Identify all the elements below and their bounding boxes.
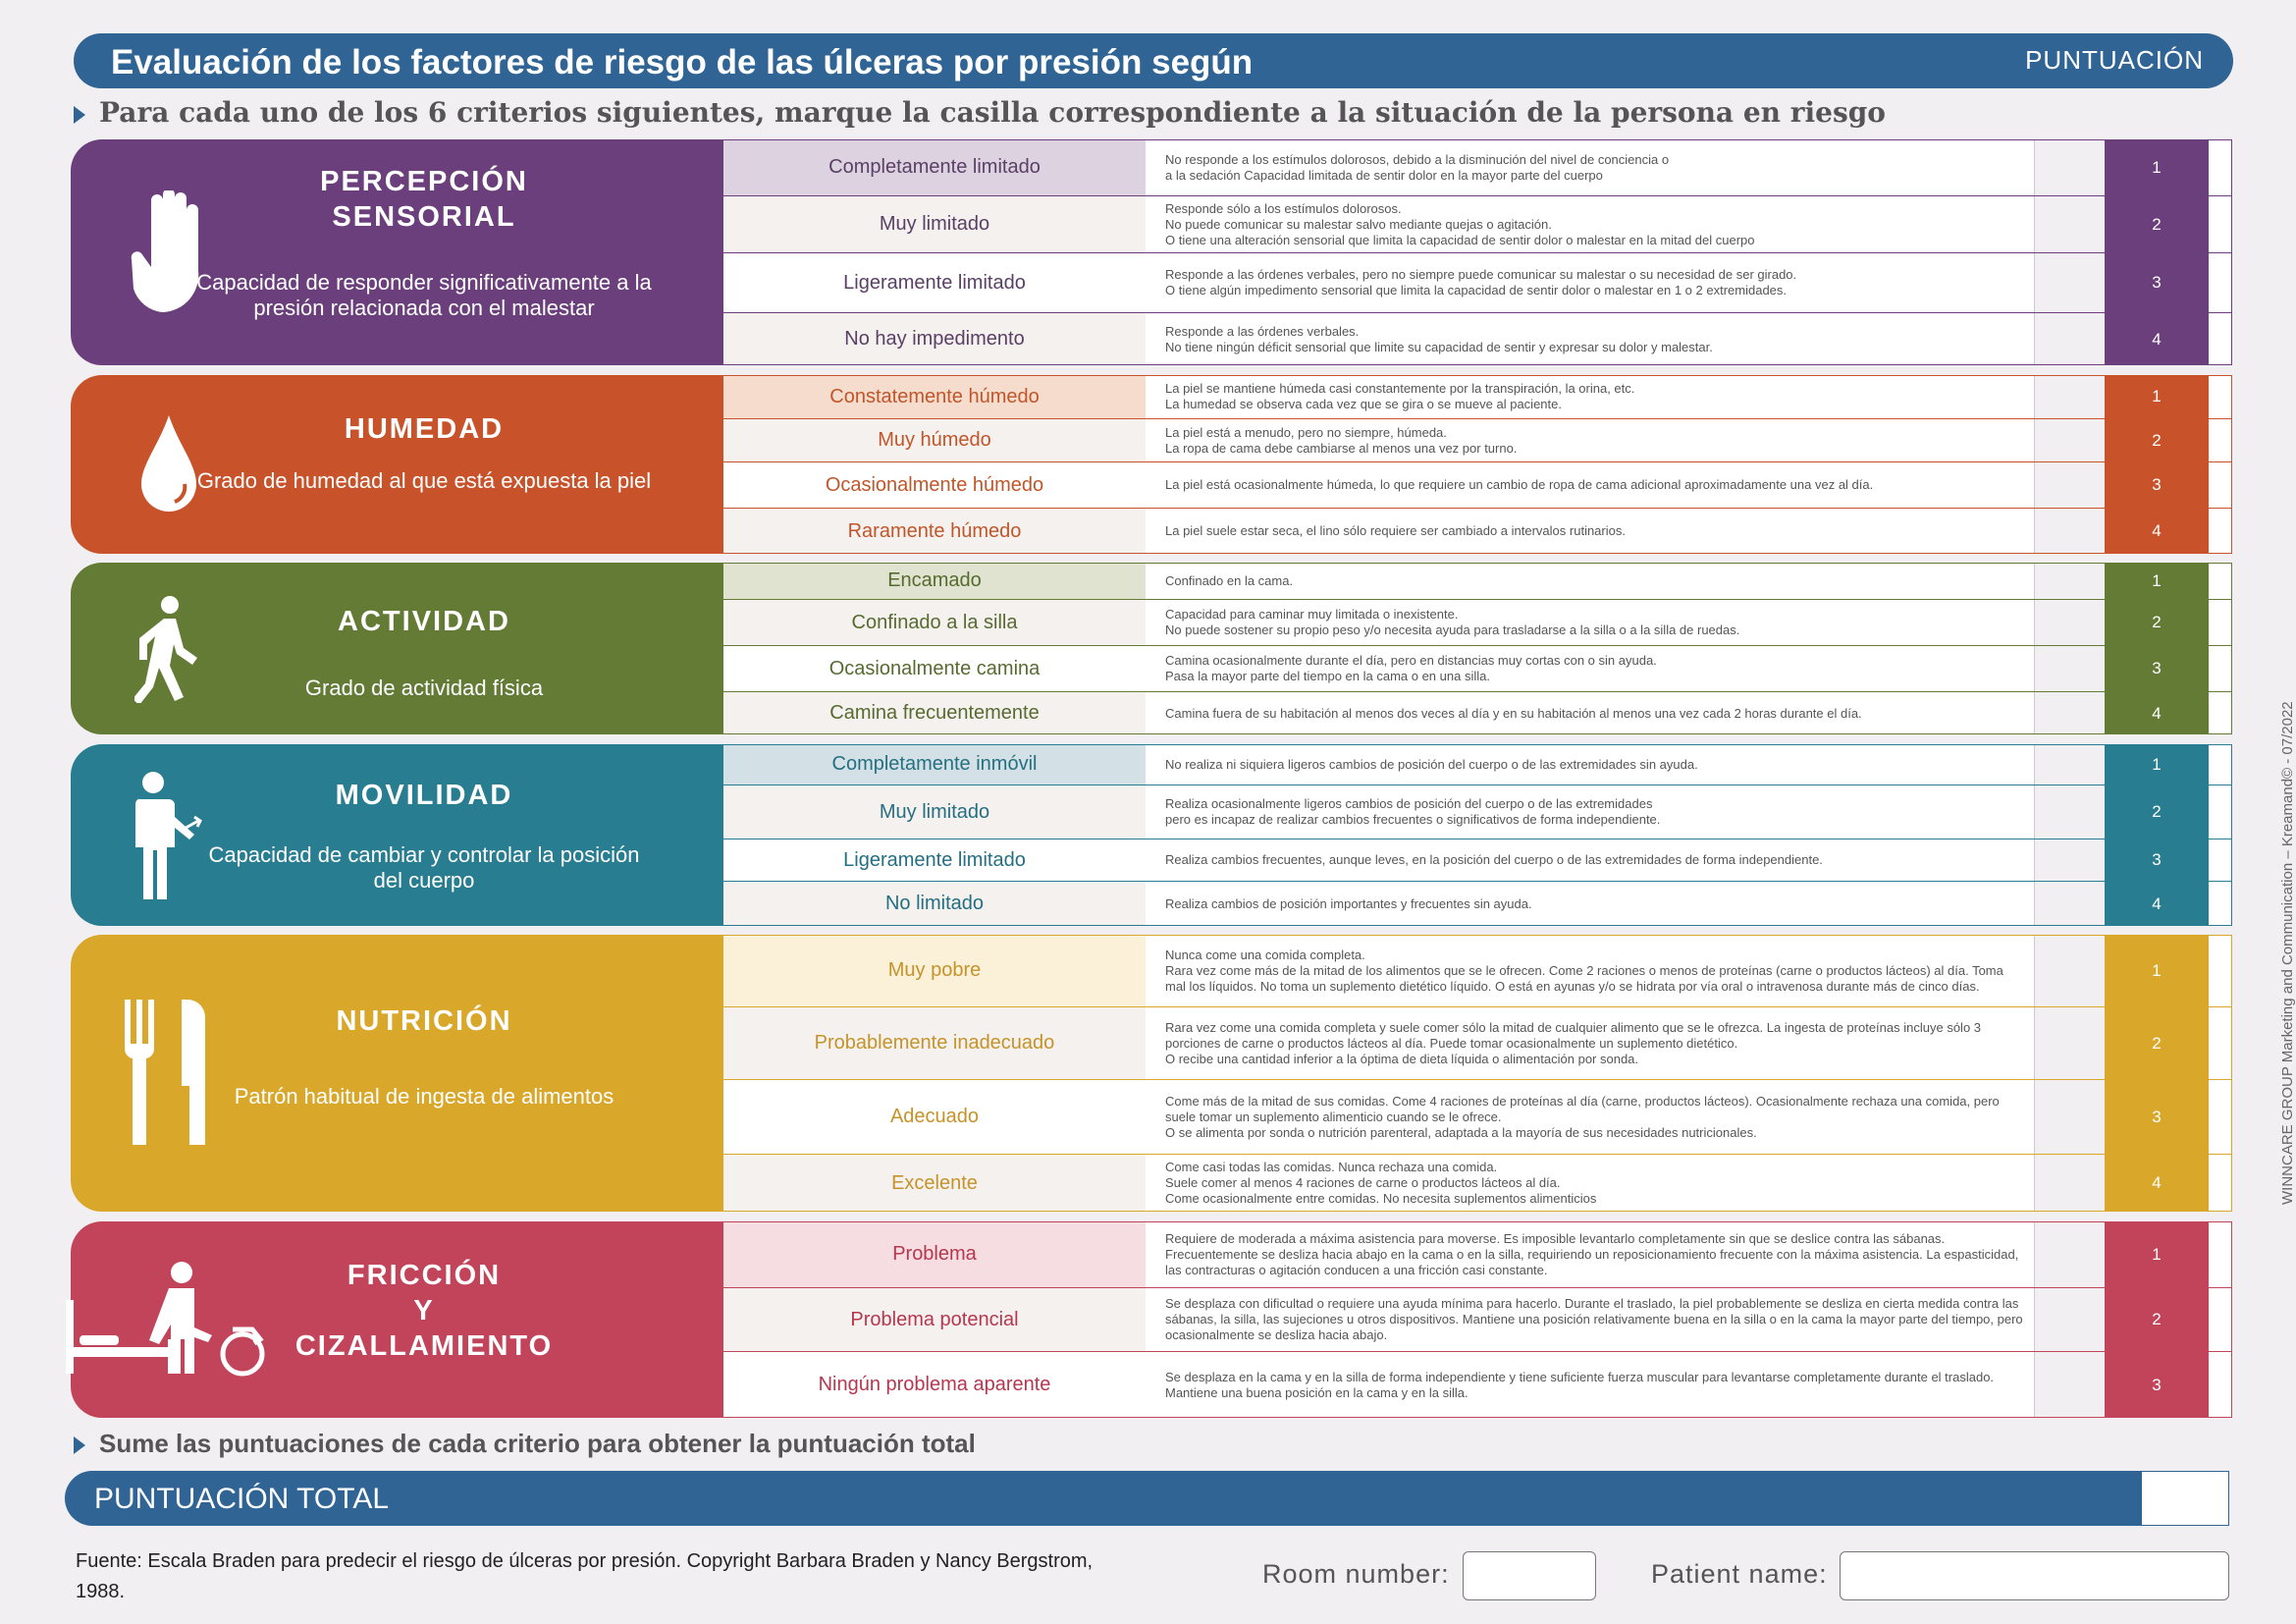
- level-description: Se desplaza con dificultad o requiere una ayuda mínima para hacerlo. Durante el traslado, la piel probablemente se desliza en cierta medida contra las sábanas, la silla, las sujeciones u otros dispositivos. Mantiene una posición relativamente buena en la silla o en la cama la mayor parte del tiempo, pero ocasionalmente se desliza hacia abajo.: [1146, 1288, 2035, 1351]
- header-bar: [74, 33, 2233, 88]
- bullet-arrow-icon: [74, 106, 85, 124]
- level-label: Adecuado: [723, 1080, 1147, 1154]
- score-checkbox[interactable]: [2209, 646, 2232, 691]
- section-header-actividad: [71, 563, 723, 734]
- score-value: 1: [2105, 563, 2209, 599]
- level-description: Confinado en la cama.: [1146, 563, 2035, 599]
- section-actividad: [71, 563, 2232, 734]
- criteria-row: [723, 692, 2232, 734]
- criteria-row: [723, 563, 2232, 600]
- criteria-row: [723, 744, 2232, 785]
- criteria-row: [723, 882, 2232, 926]
- level-description: La piel se mantiene húmeda casi constantemente por la transpiración, la orina, etc. La humedad se observa cada vez que se gira o se mueve al paciente.: [1146, 375, 2035, 418]
- score-value: 3: [2105, 1080, 2209, 1154]
- score-checkbox[interactable]: [2209, 785, 2232, 839]
- level-label: Problema: [723, 1221, 1147, 1287]
- level-description: Come más de la mitad de sus comidas. Come 4 raciones de proteínas al día (carne, productos lácteos). Ocasionalmente rechaza una comida, pero suele tomar un suplemento alimenticio cuando se le ofrece. O se alimenta por sonda o nutrición parenteral, adaptada a la mayoría de sus necesidades nutricionales.: [1146, 1080, 2035, 1154]
- section-rows: [723, 1221, 2232, 1418]
- criteria-row: [723, 935, 2232, 1007]
- total-score-box[interactable]: [2141, 1471, 2229, 1526]
- level-label: Completamente inmóvil: [723, 744, 1147, 785]
- score-checkbox[interactable]: [2209, 744, 2232, 785]
- criteria-row: [723, 839, 2232, 882]
- section-rows: [723, 563, 2232, 734]
- level-label: No hay impedimento: [723, 313, 1147, 365]
- criteria-row: [723, 509, 2232, 554]
- section-rows: [723, 935, 2232, 1212]
- score-value: 2: [2105, 419, 2209, 461]
- score-checkbox[interactable]: [2209, 462, 2232, 508]
- level-description: No realiza ni siquiera ligeros cambios de posición del cuerpo o de las extremidades sin ayuda.: [1146, 744, 2035, 785]
- level-label: Problema potencial: [723, 1288, 1147, 1351]
- section-title: HUMEDAD: [344, 413, 505, 445]
- section-title: FRICCIÓN Y CIZALLAMIENTO: [294, 1260, 554, 1362]
- score-checkbox[interactable]: [2209, 839, 2232, 881]
- level-label: No limitado: [723, 882, 1147, 926]
- criteria-row: [723, 196, 2232, 253]
- score-checkbox[interactable]: [2209, 196, 2232, 252]
- level-label: Excelente: [723, 1155, 1147, 1212]
- section-header-nutricion: [71, 935, 723, 1212]
- score-value: 4: [2105, 882, 2209, 926]
- level-description: No responde a los estímulos dolorosos, debido a la disminución del nivel de conciencia o a la sedación Capacidad limitada de sentir dolor en la mayor parte del cuerpo: [1146, 139, 2035, 195]
- score-value: 1: [2105, 744, 2209, 785]
- section-title: NUTRICIÓN: [336, 1005, 512, 1037]
- score-checkbox[interactable]: [2209, 1155, 2232, 1212]
- level-label: Camina frecuentemente: [723, 692, 1147, 734]
- score-checkbox[interactable]: [2209, 563, 2232, 599]
- score-checkbox[interactable]: [2209, 509, 2232, 554]
- room-number-field[interactable]: [1463, 1551, 1596, 1600]
- level-label: Raramente húmedo: [723, 509, 1147, 554]
- level-description: Responde a las órdenes verbales. No tiene ningún déficit sensorial que limite su capacidad de sentir y expresar su dolor y malestar.: [1146, 313, 2035, 365]
- score-value: 4: [2105, 509, 2209, 554]
- total-score-label: PUNTUACIÓN TOTAL: [94, 1483, 390, 1515]
- section-percepcion: [71, 139, 2232, 365]
- section-friccion: [71, 1221, 2232, 1418]
- page-title: Evaluación de los factores de riesgo de las úlceras por presión según: [111, 43, 1254, 81]
- source-citation: Fuente: Escala Braden para predecir el riesgo de úlceras por presión. Copyright Barbara Braden y Nancy Bergstrom, 1988.: [76, 1550, 1094, 1602]
- score-value: 2: [2105, 1288, 2209, 1351]
- level-label: Ligeramente limitado: [723, 253, 1147, 312]
- score-value: 3: [2105, 646, 2209, 691]
- score-value: 1: [2105, 1221, 2209, 1287]
- criteria-row: [723, 1288, 2232, 1352]
- score-value: 3: [2105, 839, 2209, 881]
- score-checkbox[interactable]: [2209, 313, 2232, 365]
- score-checkbox[interactable]: [2209, 882, 2232, 926]
- instruction-line: [74, 96, 1886, 129]
- patient-name-label: Patient name:: [1651, 1559, 1828, 1589]
- score-checkbox[interactable]: [2209, 375, 2232, 418]
- criteria-row: [723, 139, 2232, 196]
- level-label: Probablemente inadecuado: [723, 1007, 1147, 1079]
- section-header-humedad: [71, 375, 723, 554]
- level-description: Realiza cambios frecuentes, aunque leves, en la posición del cuerpo o de las extremidades de forma independiente.: [1146, 839, 2035, 881]
- criteria-row: [723, 1080, 2232, 1155]
- section-humedad: [71, 375, 2232, 554]
- criteria-row: [723, 462, 2232, 509]
- score-value: 4: [2105, 313, 2209, 365]
- score-checkbox[interactable]: [2209, 935, 2232, 1006]
- score-value: 1: [2105, 139, 2209, 195]
- score-value: 2: [2105, 600, 2209, 645]
- section-rows: [723, 139, 2232, 365]
- section-movilidad: [71, 744, 2232, 926]
- criteria-row: [723, 1155, 2232, 1212]
- score-value: 1: [2105, 935, 2209, 1006]
- score-checkbox[interactable]: [2209, 1221, 2232, 1287]
- score-checkbox[interactable]: [2209, 600, 2232, 645]
- level-label: Muy pobre: [723, 935, 1147, 1006]
- level-description: Requiere de moderada a máxima asistencia para moverse. Es imposible levantarlo completamente sin que se deslice contra las sábanas. Frecuentemente se desliza hacia abajo en la cama o en la silla, requiriendo un reposicionamiento frecuente con la máxima asistencia. La espasticidad, las contracturas o agitación conducen a una fricción casi constante.: [1146, 1221, 2035, 1287]
- criteria-row: [723, 785, 2232, 839]
- criteria-row: [723, 419, 2232, 462]
- score-value: 4: [2105, 1155, 2209, 1212]
- patient-name-field[interactable]: [1840, 1551, 2229, 1600]
- criteria-row: [723, 1221, 2232, 1288]
- score-value: 1: [2105, 375, 2209, 418]
- criteria-row: [723, 646, 2232, 692]
- level-label: Ligeramente limitado: [723, 839, 1147, 881]
- section-rows: [723, 375, 2232, 554]
- level-description: Responde sólo a los estímulos dolorosos. No puede comunicar su malestar salvo mediante quejas o agitación. O tiene una alteración sensorial que limita la capacidad de sentir dolor o malestar en la mitad del cuerpo: [1146, 196, 2035, 252]
- section-header-movilidad: [71, 744, 723, 926]
- score-checkbox[interactable]: [2209, 1080, 2232, 1154]
- score-checkbox[interactable]: [2209, 139, 2232, 195]
- section-subtitle: Grado de humedad al que está expuesta la piel: [196, 468, 652, 493]
- section-header-percepcion: [71, 139, 723, 365]
- section-subtitle: Grado de actividad física: [304, 676, 544, 700]
- score-value: 2: [2105, 196, 2209, 252]
- level-description: La piel está a menudo, pero no siempre, húmeda. La ropa de cama debe cambiarse al menos una vez por turno.: [1146, 419, 2035, 461]
- section-title: PERCEPCIÓN SENSORIAL: [320, 166, 528, 233]
- section-subtitle: Patrón habitual de ingesta de alimentos: [234, 1084, 614, 1109]
- level-description: Come casi todas las comidas. Nunca rechaza una comida. Suele comer al menos 4 raciones de carne o productos lácteos al día. Come ocasionalmente entre comidas. No necesita suplementos alimenticios: [1146, 1155, 2035, 1212]
- score-checkbox[interactable]: [2209, 692, 2232, 734]
- level-label: Ningún problema aparente: [723, 1352, 1147, 1418]
- total-score-bar: [65, 1471, 2229, 1526]
- criteria-row: [723, 1007, 2232, 1080]
- score-value: 2: [2105, 785, 2209, 839]
- criteria-row: [723, 253, 2232, 313]
- score-checkbox[interactable]: [2209, 1352, 2232, 1418]
- score-value: 4: [2105, 692, 2209, 734]
- bullet-arrow-icon: [74, 1436, 85, 1454]
- sum-instruction-line: [74, 1429, 976, 1459]
- criteria-row: [723, 600, 2232, 646]
- section-subtitle: Capacidad de cambiar y controlar la posición del cuerpo: [208, 842, 640, 893]
- level-label: Ocasionalmente camina: [723, 646, 1147, 691]
- level-label: Encamado: [723, 563, 1147, 599]
- score-checkbox[interactable]: [2209, 1288, 2232, 1351]
- level-label: Muy húmedo: [723, 419, 1147, 461]
- criteria-row: [723, 1352, 2232, 1418]
- section-nutricion: [71, 935, 2232, 1212]
- level-label: Ocasionalmente húmedo: [723, 462, 1147, 508]
- level-description: Se desplaza en la cama y en la silla de forma independiente y tiene suficiente fuerza muscular para levantarse completamente durante el traslado. Mantiene una buena posición en la cama y en la silla.: [1146, 1352, 2035, 1418]
- level-description: Responde a las órdenes verbales, pero no siempre puede comunicar su malestar o su necesidad de ser girado. O tiene algún impedimento sensorial que limita la capacidad de sentir dolor o malestar en 1 o 2 extremidades.: [1146, 253, 2035, 312]
- score-value: 2: [2105, 1007, 2209, 1079]
- section-title: ACTIVIDAD: [338, 606, 510, 637]
- drop-icon: [139, 415, 198, 514]
- level-description: La piel suele estar seca, el lino sólo requiere ser cambiado a intervalos rutinarios.: [1146, 509, 2035, 554]
- level-label: Muy limitado: [723, 785, 1147, 839]
- level-description: Realiza cambios de posición importantes y frecuentes sin ayuda.: [1146, 882, 2035, 926]
- sum-instruction-text: Sume las puntuaciones de cada criterio para obtener la puntuación total: [99, 1429, 976, 1458]
- level-description: Rara vez come una comida completa y suele comer sólo la mitad de cualquier alimento que se le ofrezca. La ingesta de proteínas incluye sólo 3 porciones de carne o productos lácteos al día. Puede tomar ocasionalmente un suplemento dietético. O recibe una cantidad inferior a la óptima de dieta líquida o alimentación por sonda.: [1146, 1007, 2035, 1079]
- level-label: Confinado a la silla: [723, 600, 1147, 645]
- level-label: Constatemente húmedo: [723, 375, 1147, 418]
- level-description: Nunca come una comida completa. Rara vez come más de la mitad de los alimentos que se le ofrecen. Come 2 raciones o menos de proteínas (carne o productos lácteos) al día. Toma mal los líquidos. No toma un suplemento dietético líquido. O está en ayunas y/o se hidrata por vía oral o intravenosa durante más de cinco días.: [1146, 935, 2035, 1006]
- criteria-row: [723, 375, 2232, 419]
- instruction-text: Para cada uno de los 6 criterios siguientes, marque la casilla correspondiente a la situación de la persona en riesgo: [99, 96, 1886, 129]
- level-description: Realiza ocasionalmente ligeros cambios de posición del cuerpo o de las extremidades pero es incapaz de realizar cambios frecuentes o significativos de forma independiente.: [1146, 785, 2035, 839]
- score-checkbox[interactable]: [2209, 1007, 2232, 1079]
- score-value: 3: [2105, 1352, 2209, 1418]
- level-description: Camina fuera de su habitación al menos dos veces al día y en su habitación al menos una vez cada 2 horas durante el día.: [1146, 692, 2035, 734]
- vertical-credit: WINNCARE GROUP Marketing and Communication – Kreamand© - 07/2022: [2279, 701, 2296, 1205]
- score-checkbox[interactable]: [2209, 253, 2232, 312]
- score-value: 3: [2105, 253, 2209, 312]
- section-rows: [723, 744, 2232, 926]
- level-label: Completamente limitado: [723, 139, 1147, 195]
- score-checkbox[interactable]: [2209, 419, 2232, 461]
- score-value: 3: [2105, 462, 2209, 508]
- section-header-friccion: [71, 1221, 723, 1418]
- room-number-label: Room number:: [1262, 1559, 1450, 1589]
- level-description: La piel está ocasionalmente húmeda, lo que requiere un cambio de ropa de cama adicional aproximadamente una vez al día.: [1146, 462, 2035, 508]
- level-description: Camina ocasionalmente durante el día, pero en distancias muy cortas con o sin ayuda. Pasa la mayor parte del tiempo en la cama o en una silla.: [1146, 646, 2035, 691]
- level-label: Muy limitado: [723, 196, 1147, 252]
- score-column-label: PUNTUACIÓN: [2025, 45, 2204, 75]
- criteria-row: [723, 313, 2232, 365]
- section-title: MOVILIDAD: [335, 780, 513, 811]
- level-description: Capacidad para caminar muy limitada o inexistente. No puede sostener su propio peso y/o necesita ayuda para trasladarse a la silla o a la silla de ruedas.: [1146, 600, 2035, 645]
- section-subtitle: Capacidad de responder significativamente a la presión relacionada con el malestar: [196, 270, 652, 320]
